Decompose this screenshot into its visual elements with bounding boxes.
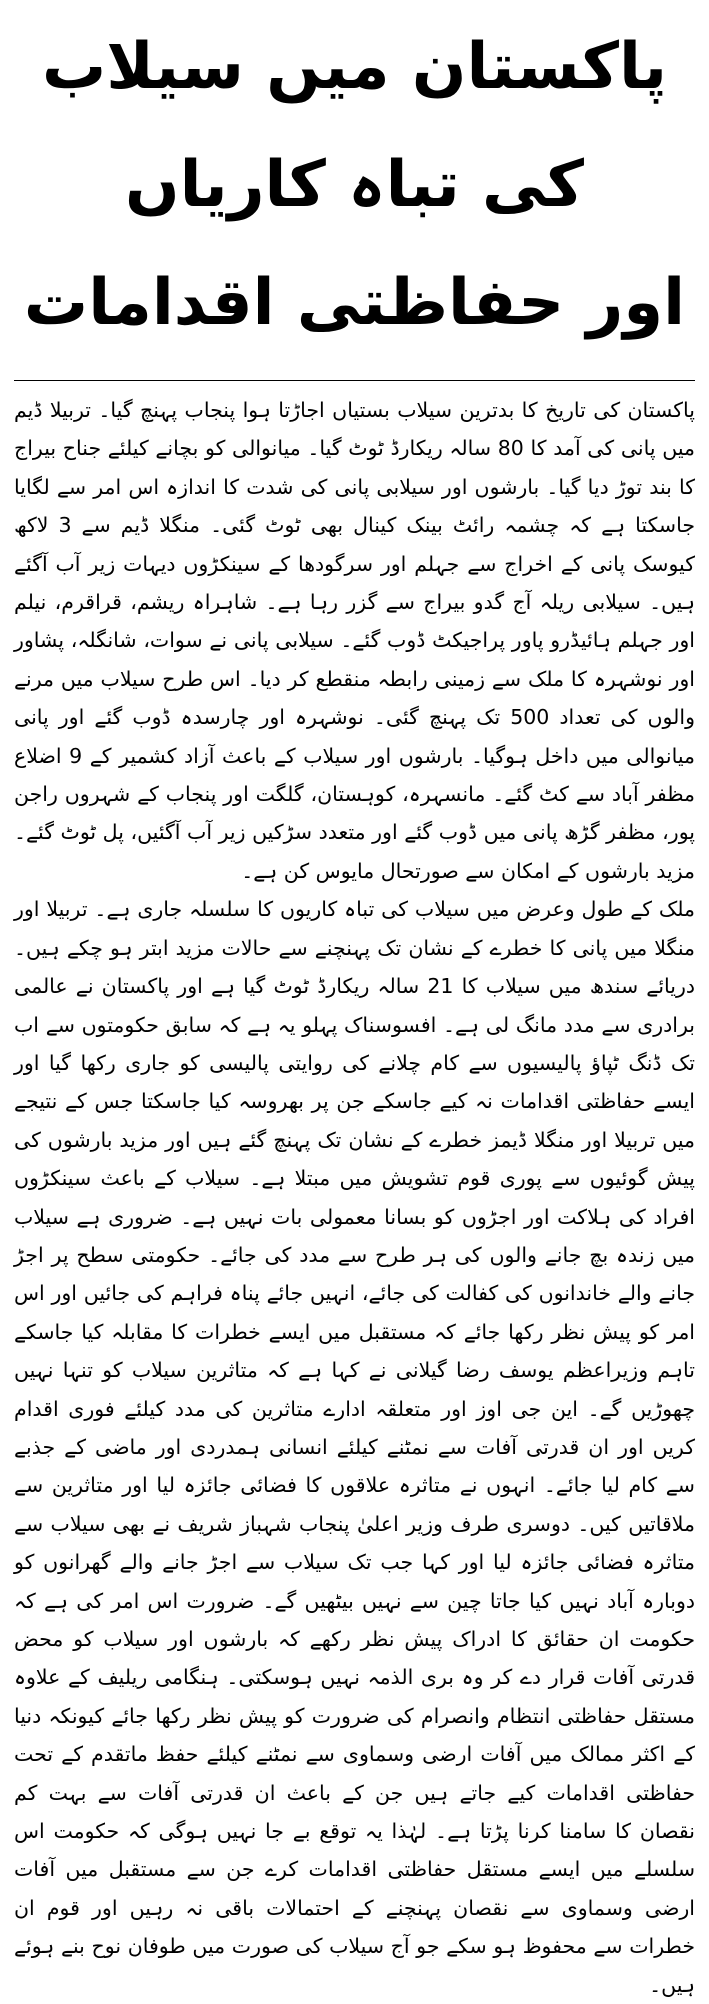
paragraph-2: ملک کے طول وعرض میں سیلاب کی تباہ کاریوں کا سلسلہ جاری ہے۔ تربیلا اور منگلا میں پانی کا خطرے کے نشان تک پہنچنے سے حالات مزید ابتر ہو چکے ہیں۔ دریائے سندھ میں سیلاب کا 21 سالہ ریکارڈ ٹوٹ گیا ہے اور پاکستان نے عالمی برادری سے مدد مانگ لی ہے۔ افسوسناک پہلو یہ ہے کہ سابق حکومتوں سے اب تک ڈنگ ٹپاؤ پالیسیوں سے کام چلانے کی روایتی پالیسی کو جاری رکھا گیا اور ایسے حفاظتی اقدامات نہ کیے جاسکے جن پر بھروسہ کیا جاسکتا جس کے نتیجے میں تربیلا اور منگلا ڈیمز خطرے کے نشان تک پہنچ گئے ہیں اور مزید بارشوں کی پیش گوئیوں سے پوری قوم تشویش میں مبتلا ہے۔ سیلاب کے باعث سینکڑوں افراد کی ہلاکت اور اجڑوں کو بسانا معمولی بات نہیں ہے۔ ضروری ہے سیلاب میں زندہ بچ جانے والوں کی ہر طرح سے مدد کی جائے۔ حکومتی سطح پر اجڑ جانے والے خاندانوں کی کفالت کی جائے، انہیں جائے پناہ فراہم کی جائیں اور اس امر کو پیش نظر رکھا جائے کہ مستقبل میں ایسے خطرات کا مقابلہ کیا جاسکے تاہم وزیراعظم یوسف رضا گیلانی نے کہا ہے کہ متاثرین سیلاب کو تنہا نہیں چھوڑیں گے۔ این جی اوز اور متعلقہ ادارے متاثرین کی مدد کیلئے فوری اقدام کریں اور ان قدرتی آفات سے نمٹنے کیلئے انسانی ہمدردی اور ماضی کے جذبے سے کام لیا جائے۔ انہوں نے متاثرہ علاقوں کا فضائی جائزہ لیا اور متاثرین سے ملاقاتیں کیں۔ دوسری طرف وزیر اعلیٰ پنجاب شہباز شریف نے بھی سیلاب سے متاثرہ فضائی جائزہ لیا اور کہا جب تک سیلاب سے اجڑ جانے والے گھرانوں کو دوبارہ آباد نہیں کیا جاتا چین سے نہیں بیٹھیں گے۔ ضرورت اس امر کی ہے کہ حکومت ان حقائق کا ادراک پیش نظر رکھے کہ بارشوں اور سیلاب کو محض قدرتی آفات قرار دے کر وہ بری الذمہ نہیں ہوسکتی۔ ہنگامی ریلیف کے علاوہ مستقل حفاظتی انتظام وانصرام کی ضرورت کو پیش نظر رکھا جائے کیونکہ دنیا کے اکثر ممالک میں آفات ارضی وسماوی سے نمٹنے کیلئے حفظ ماتقدم کے تحت حفاظتی اقدامات کیے جاتے ہیں جن کے باعث ان قدرتی آفات سے بہت کم نقصان کا سامنا کرنا پڑتا ہے۔ لہٰذا یہ توقع بے جا نہیں ہوگی کہ حکومت اس سلسلے میں ایسے مستقل حفاظتی اقدامات کرے جن سے مستقبل میں آفات ارضی وسماوی سے نقصان پہنچنے کے احتمالات باقی نہ رہیں اور قوم ان خطرات سے محفوظ ہو سکے جو آج سیلاب کی صورت میں طوفان نوح بنے ہوئے ہیں۔ xyxy=(14,897,696,1997)
article-body xyxy=(14,391,695,2004)
article-headline xyxy=(14,8,695,362)
paragraph-1: پاکستان کی تاریخ کا بدترین سیلاب بستیاں اجاڑتا ہوا پنجاب پہنچ گیا۔ تربیلا ڈیم میں پانی کی آمد کا 80 سالہ ریکارڈ ٹوٹ گیا۔ میانوالی کو بچانے کیلئے جناح بیراج کا بند توڑ دیا گیا۔ بارشوں اور سیلابی پانی کی شدت کا اندازہ اس امر سے لگایا جاسکتا ہے کہ چشمہ رائٹ بینک کینال بھی ٹوٹ گئی۔ منگلا ڈیم سے 3 لاکھ کیوسک پانی کے اخراج سے جہلم اور سرگودھا کے سینکڑوں دیہات زیر آب آگئے ہیں۔ سیلابی ریلہ آج گدو بیراج سے گزر رہا ہے۔ شاہراہ ریشم، قراقرم، نیلم اور جہلم ہائیڈرو پاور پراجیکٹ ڈوب گئے۔ سیلابی پانی نے سوات، شانگلہ، پشاور اور نوشہرہ کا ملک سے زمینی رابطہ منقطع کر دیا۔ اس طرح سیلاب میں مرنے والوں کی تعداد 500 تک پہنچ گئی۔ نوشہرہ اور چارسدہ ڈوب گئے اور پانی میانوالی میں داخل ہوگیا۔ بارشوں اور سیلاب کے باعث آزاد کشمیر کے 9 اضلاع مظفر آباد سے کٹ گئے۔ مانسہرہ، کوہستان، گلگت اور پنجاب کے شہروں راجن پور، مظفر گڑھ پانی میں ڈوب گئے اور متعدد سڑکیں زیر آب آگئیں، پل ٹوٹ گئے۔ مزید بارشوں کے امکان سے صورتحال مایوس کن ہے۔ xyxy=(14,398,696,883)
headline-line-1: پاکستان میں سیلاب کی تباہ کاریاں xyxy=(41,30,668,222)
headline-divider xyxy=(14,380,695,381)
headline-line-2: اور حفاظتی اقدامات xyxy=(23,266,686,340)
